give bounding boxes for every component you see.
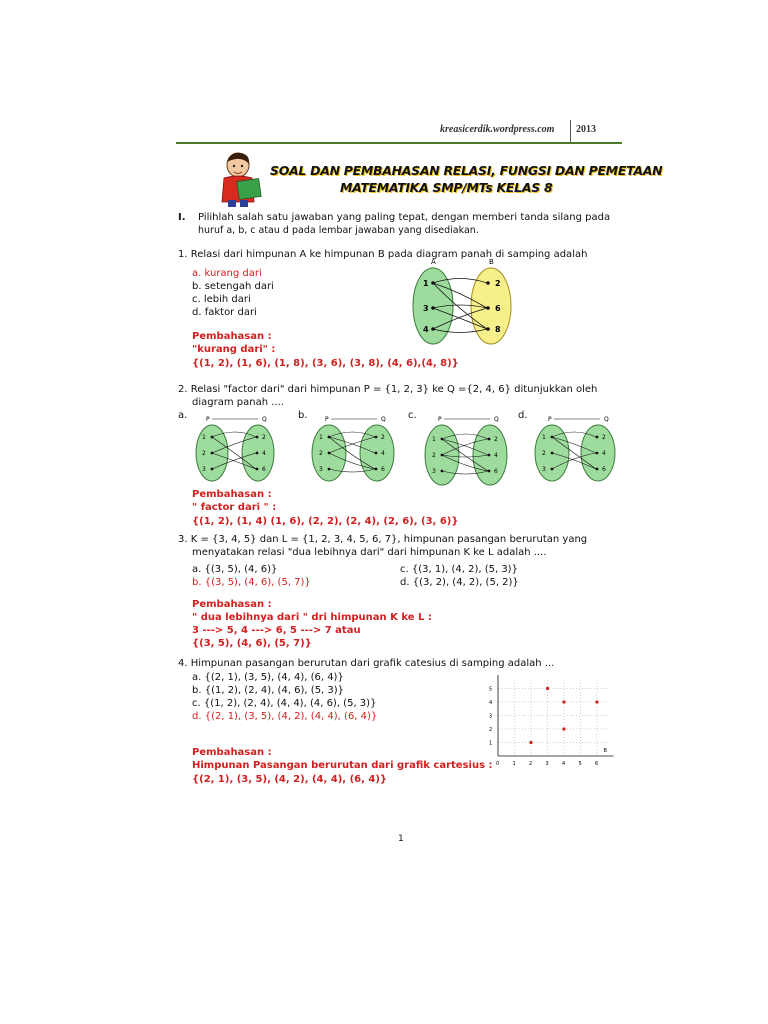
- data-point: [529, 741, 532, 744]
- q2-option-c-label: c.: [408, 410, 417, 421]
- x-tick-label: 4: [562, 761, 566, 767]
- q4-answer: {(2, 1), (3, 5), (4, 2), (4, 4), (6, 4)}: [192, 774, 388, 785]
- y-tick-label: 5: [489, 686, 493, 693]
- q2-answer-label: " factor dari " :: [192, 502, 277, 513]
- svg-text:1: 1: [202, 434, 206, 441]
- title-line-2: MATEMATIKA SMP/MTs KELAS 8: [340, 180, 553, 195]
- svg-text:1: 1: [542, 434, 546, 441]
- svg-text:6: 6: [262, 466, 266, 473]
- svg-text:P: P: [206, 416, 210, 423]
- svg-text:1: 1: [432, 436, 436, 443]
- svg-text:2: 2: [542, 450, 546, 457]
- q1-option-d: d. faktor dari: [192, 307, 257, 318]
- q2-question-line-2: diagram panah ....: [192, 397, 284, 408]
- q1-a-3: 3: [423, 304, 429, 313]
- page-number: 1: [398, 834, 404, 844]
- q2-option-a-label: a.: [178, 410, 188, 421]
- q3-question-line-2: menyatakan relasi "dua lebihnya dari" dari himpunan K ke L adalah ....: [192, 547, 547, 558]
- svg-text:2: 2: [319, 450, 323, 457]
- q2-answer: {(1, 2), (1, 4) (1, 6), (2, 2), (2, 4), (2, 6), (3, 6)}: [192, 516, 459, 527]
- instruction-number: I.: [178, 212, 186, 223]
- x-tick-label: 0: [496, 761, 500, 767]
- q4-pembahasan-label: Pembahasan :: [192, 747, 272, 758]
- q2-question-line-1: 2. Relasi "factor dari" dari himpunan P = {1, 2, 3} ke Q ={2, 4, 6} ditunjukkan oleh: [178, 384, 598, 395]
- q4-question: 4. Himpunan pasangan berurutan dari grafik catesius di samping adalah ...: [178, 658, 555, 669]
- boy-reading-icon: [214, 150, 266, 208]
- svg-text:3: 3: [319, 466, 323, 473]
- q3-option-a: a. {(3, 5), (4, 6)}: [192, 564, 278, 575]
- instruction-line-1: Pilihlah salah satu jawaban yang paling tepat, dengan memberi tanda silang pada: [198, 212, 611, 223]
- svg-text:6: 6: [602, 466, 606, 473]
- svg-text:1: 1: [319, 434, 323, 441]
- q4-cartesian-graph: [484, 670, 614, 770]
- q1-option-b: b. setengah dari: [192, 281, 274, 292]
- svg-text:6: 6: [381, 466, 385, 473]
- svg-text:3: 3: [542, 466, 546, 473]
- q3-answer-line: 3 ---> 5, 4 ---> 6, 5 ---> 7 atau: [192, 625, 361, 636]
- q2-diagram-d: [528, 413, 623, 483]
- svg-text:P: P: [548, 416, 552, 423]
- q2-diagram-a: [190, 413, 280, 483]
- q1-a-1: 1: [423, 279, 429, 288]
- svg-text:6: 6: [494, 468, 498, 475]
- data-point: [562, 727, 565, 730]
- svg-text:3: 3: [432, 468, 436, 475]
- data-point: [595, 700, 598, 703]
- q4-answer-label: Himpunan Pasangan berurutan dari grafik cartesius :: [192, 760, 493, 771]
- q3-question-line-1: 3. K = {3, 4, 5} dan L = {1, 2, 3, 4, 5, 6, 7}, himpunan pasangan berurutan yang: [178, 534, 588, 545]
- svg-text:2: 2: [602, 434, 606, 441]
- svg-text:Q: Q: [381, 416, 386, 423]
- svg-text:2: 2: [494, 436, 498, 443]
- svg-text:4: 4: [494, 452, 498, 459]
- svg-text:Q: Q: [494, 416, 499, 423]
- q3-option-b: b. {(3, 5), (4, 6), (5, 7)}: [192, 577, 311, 588]
- x-tick-label: 3: [545, 761, 549, 767]
- x-tick-label: 1: [512, 761, 516, 767]
- svg-text:2: 2: [262, 434, 266, 441]
- instruction-line-2: huruf a, b, c atau d pada lembar jawaban yang disediakan.: [198, 225, 479, 236]
- x-tick-label: 6: [595, 761, 599, 767]
- svg-text:Q: Q: [262, 416, 267, 423]
- q3-answer: {(3, 5), (4, 6), (5, 7)}: [192, 638, 312, 649]
- q3-pembahasan-label: Pembahasan :: [192, 599, 272, 610]
- q2-pembahasan-label: Pembahasan :: [192, 489, 272, 500]
- svg-text:P: P: [438, 416, 442, 423]
- svg-text:4: 4: [262, 450, 266, 457]
- x-axis-label: B: [603, 748, 607, 754]
- q1-option-a: a. kurang dari: [192, 268, 262, 279]
- y-tick-label: 2: [489, 727, 493, 733]
- q4-option-b: b. {(1, 2), (2, 4), (4, 6), (5, 3)}: [192, 685, 345, 696]
- q1-option-c: c. lebih dari: [192, 294, 251, 305]
- q3-option-c: c. {(3, 1), (4, 2), (5, 3)}: [400, 564, 518, 575]
- q4-option-d: d. {(2, 1), (3, 5), (4, 2), (4, 4), (6, 4)}: [192, 711, 378, 722]
- header-site: kreasicerdik.wordpress.com: [440, 124, 555, 135]
- svg-text:2: 2: [432, 452, 436, 459]
- q1-set-a-label: A: [431, 258, 436, 266]
- q4-option-a: a. {(2, 1), (3, 5), (4, 4), (6, 4)}: [192, 672, 344, 683]
- svg-text:4: 4: [381, 450, 385, 457]
- q1-answer: {(1, 2), (1, 6), (1, 8), (3, 6), (3, 8), (4, 6),(4, 8)}: [192, 358, 459, 369]
- q1-question: 1. Relasi dari himpunan A ke himpunan B pada diagram panah di samping adalah: [178, 249, 588, 260]
- x-tick-label: 5: [578, 761, 582, 767]
- q3-option-d: d. {(3, 2), (4, 2), (5, 2)}: [400, 577, 519, 588]
- data-point: [546, 687, 549, 690]
- q1-b-6: 6: [495, 304, 501, 313]
- title-line-1: SOAL DAN PEMBAHASAN RELASI, FUNGSI DAN PEMETAAN: [270, 163, 663, 178]
- svg-text:4: 4: [602, 450, 606, 457]
- y-tick-label: 1: [489, 740, 493, 747]
- data-point: [562, 700, 565, 703]
- q1-answer-label: "kurang dari" :: [192, 344, 276, 355]
- q2-diagram-c: [418, 413, 513, 488]
- svg-text:2: 2: [381, 434, 385, 441]
- q1-pembahasan-label: Pembahasan :: [192, 331, 272, 342]
- svg-text:Q: Q: [604, 416, 609, 423]
- y-tick-label: 4: [489, 700, 493, 706]
- q1-arrow-diagram: [405, 256, 525, 348]
- svg-text:P: P: [325, 416, 329, 423]
- header-rule: [176, 142, 622, 144]
- q1-b-2: 2: [495, 279, 501, 288]
- header-separator: [570, 120, 571, 142]
- y-tick-label: 3: [489, 713, 493, 720]
- q1-a-4: 4: [423, 325, 429, 334]
- svg-text:3: 3: [202, 466, 206, 473]
- q3-answer-label: " dua lebihnya dari " dri himpunan K ke L :: [192, 612, 432, 623]
- svg-text:2: 2: [202, 450, 206, 457]
- q1-set-b-label: B: [489, 258, 494, 266]
- x-tick-label: 2: [529, 761, 533, 767]
- q1-b-8: 8: [495, 325, 501, 334]
- q2-option-b-label: b.: [298, 410, 308, 421]
- q2-diagram-b: [305, 413, 400, 483]
- header-year: 2013: [576, 124, 596, 135]
- q2-option-d-label: d.: [518, 410, 528, 421]
- q4-option-c: c. {(1, 2), (2, 4), (4, 4), (4, 6), (5, 3)}: [192, 698, 377, 709]
